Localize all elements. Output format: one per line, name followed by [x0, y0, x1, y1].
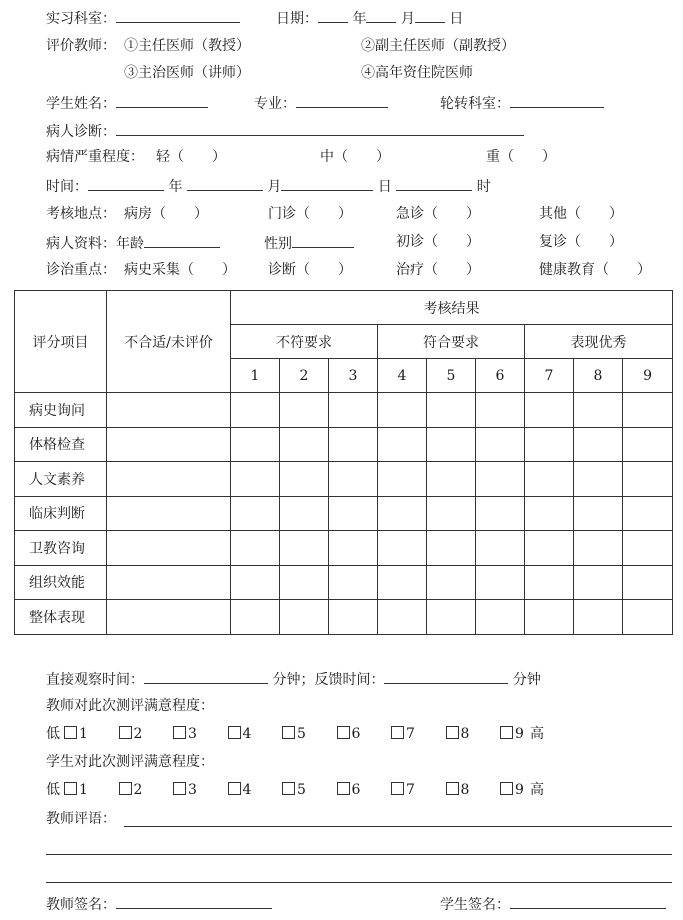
score-cell[interactable]	[525, 600, 574, 635]
time-year-field[interactable]	[88, 176, 164, 191]
score-cell[interactable]	[329, 462, 378, 497]
na-cell[interactable]	[107, 427, 231, 462]
year-label: 年	[352, 11, 367, 27]
dept-field[interactable]	[116, 8, 240, 23]
score-cell[interactable]	[525, 531, 574, 566]
table-row	[15, 496, 673, 531]
score-cell[interactable]	[427, 531, 476, 566]
teacher-satisfaction-option-label: 8	[460, 726, 470, 742]
student-sign-label: 学生签名：	[440, 897, 510, 913]
score-header: 3	[329, 359, 378, 393]
checkbox-icon[interactable]	[500, 782, 513, 795]
scoring-table	[14, 290, 673, 635]
score-cell[interactable]	[476, 565, 525, 600]
score-header: 5	[427, 359, 476, 393]
score-cell[interactable]	[378, 600, 427, 635]
rotation-label: 轮转科室：	[440, 96, 510, 112]
score-header: 9	[623, 359, 673, 393]
major-field[interactable]	[296, 93, 388, 108]
score-cell[interactable]	[427, 496, 476, 531]
score-cell[interactable]	[574, 427, 623, 462]
score-cell[interactable]	[280, 600, 329, 635]
dept-label: 实习科室：	[46, 11, 116, 27]
score-cell[interactable]	[623, 393, 673, 428]
student-name-field[interactable]	[116, 93, 208, 108]
group-excellent: 表现优秀	[525, 325, 673, 359]
student-satisfaction-option[interactable]	[119, 781, 174, 799]
score-header: 8	[574, 359, 623, 393]
location-ward[interactable]: 病房（ ）	[124, 206, 208, 222]
teacher-label: 评价教师：	[46, 38, 116, 54]
student-satisfaction-option-label: 5	[297, 782, 306, 798]
score-header: 1	[231, 359, 280, 393]
teacher-option-2[interactable]: ②副主任医师（副教授）	[361, 38, 515, 54]
severity-moderate[interactable]: 中（ ）	[320, 149, 390, 165]
score-header: 4	[378, 359, 427, 393]
teacher-option-3[interactable]: ③主治医师（讲师）	[124, 65, 250, 81]
date-row	[276, 8, 463, 28]
day-field[interactable]	[415, 8, 445, 23]
teacher-sign-row	[46, 894, 272, 914]
gender-row	[264, 233, 354, 253]
checkbox-icon[interactable]	[282, 782, 295, 795]
location-clinic[interactable]: 门诊（ ）	[268, 206, 352, 222]
na-cell[interactable]	[107, 462, 231, 497]
score-cell[interactable]	[623, 462, 673, 497]
score-cell[interactable]	[574, 393, 623, 428]
checkbox-icon[interactable]	[228, 782, 241, 795]
rotation-row	[440, 93, 604, 113]
teacher-satisfaction-option[interactable]	[446, 725, 501, 743]
focus-diagnosis[interactable]: 诊断（ ）	[268, 262, 352, 278]
student-satisfaction-scale	[46, 781, 566, 799]
checkbox-icon[interactable]	[391, 726, 404, 739]
score-cell[interactable]	[476, 427, 525, 462]
student-satisfaction-option[interactable]	[282, 781, 337, 799]
score-cell[interactable]	[574, 565, 623, 600]
score-cell[interactable]	[623, 600, 673, 635]
teacher-satisfaction-label: 教师对此次测评满意程度：	[46, 698, 214, 714]
score-cell[interactable]	[525, 462, 574, 497]
na-cell[interactable]	[107, 565, 231, 600]
teacher-option-1[interactable]: ①主任医师（教授）	[124, 38, 250, 54]
checkbox-icon[interactable]	[173, 782, 186, 795]
score-cell[interactable]	[574, 600, 623, 635]
score-cell[interactable]	[427, 600, 476, 635]
checkbox-icon[interactable]	[119, 726, 132, 739]
na-cell[interactable]	[107, 600, 231, 635]
row-label: 病史询问	[15, 393, 107, 428]
table-row	[15, 462, 673, 497]
score-cell[interactable]	[525, 565, 574, 600]
checkbox-icon[interactable]	[64, 782, 77, 795]
year-field[interactable]	[318, 8, 348, 23]
student-satisfaction-option-label: 1	[79, 782, 88, 798]
checkbox-icon[interactable]	[446, 782, 459, 795]
table-row	[15, 393, 673, 428]
row-label: 人文素养	[15, 462, 107, 497]
score-cell[interactable]	[280, 496, 329, 531]
row-label: 临床判断	[15, 496, 107, 531]
diagnosis-label: 病人诊断：	[46, 124, 116, 140]
row-label: 整体表现	[15, 600, 107, 635]
patient-first-visit[interactable]: 初诊（ ）	[396, 234, 480, 250]
student-satisfaction-option-label: 2	[133, 782, 143, 798]
observe-row	[46, 669, 541, 689]
checkbox-icon[interactable]	[500, 726, 513, 739]
gender-field[interactable]	[292, 233, 354, 248]
table-row	[15, 531, 673, 566]
score-cell[interactable]	[427, 393, 476, 428]
score-cell[interactable]	[378, 427, 427, 462]
severity-mild[interactable]: 轻（ ）	[156, 149, 226, 165]
score-cell[interactable]	[231, 393, 280, 428]
diagnosis-row	[46, 121, 524, 141]
time-hour-unit: 时	[476, 179, 491, 195]
comment-label: 教师评语：	[46, 811, 116, 827]
teacher-satisfaction-scale	[46, 725, 566, 743]
score-cell[interactable]	[623, 427, 673, 462]
patient-row	[46, 233, 220, 253]
score-cell[interactable]	[329, 565, 378, 600]
row-label: 卫教咨询	[15, 531, 107, 566]
score-cell[interactable]	[574, 462, 623, 497]
score-cell[interactable]	[623, 496, 673, 531]
focus-treatment[interactable]: 治疗（ ）	[396, 262, 480, 278]
time-month-unit: 月	[267, 179, 282, 195]
score-cell[interactable]	[623, 531, 673, 566]
student-satisfaction-low-label: 低	[46, 782, 60, 798]
score-cell[interactable]	[231, 600, 280, 635]
teacher-satisfaction-option[interactable]	[337, 725, 392, 743]
checkbox-icon[interactable]	[228, 726, 241, 739]
score-cell[interactable]	[280, 462, 329, 497]
comment-line-1[interactable]	[124, 826, 672, 827]
checkbox-icon[interactable]	[337, 782, 350, 795]
table-row	[15, 427, 673, 462]
time-month-field[interactable]	[187, 176, 263, 191]
student-satisfaction-option-label: 8	[460, 782, 470, 798]
student-satisfaction-option-label: 4	[242, 782, 252, 798]
col-header-item: 评分项目	[15, 291, 107, 393]
patient-label: 病人资料：	[46, 236, 116, 252]
score-cell[interactable]	[476, 393, 525, 428]
comment-line-2[interactable]	[46, 854, 672, 855]
teacher-satisfaction-option-label: 7	[406, 726, 415, 742]
score-cell[interactable]	[476, 531, 525, 566]
score-cell[interactable]	[231, 496, 280, 531]
time-hour-field[interactable]	[396, 176, 472, 191]
student-satisfaction-option[interactable]	[64, 781, 119, 799]
student-name-row	[46, 93, 208, 113]
score-cell[interactable]	[525, 427, 574, 462]
score-cell[interactable]	[280, 531, 329, 566]
severity-label: 病情严重程度：	[46, 149, 144, 165]
student-satisfaction-option[interactable]	[391, 781, 446, 799]
comment-line-3[interactable]	[46, 882, 672, 883]
row-label: 组织效能	[15, 565, 107, 600]
row-label: 体格检查	[15, 427, 107, 462]
severity-severe[interactable]: 重（ ）	[486, 149, 556, 165]
checkbox-icon[interactable]	[119, 782, 132, 795]
time-label: 时间：	[46, 179, 88, 195]
score-cell[interactable]	[378, 462, 427, 497]
student-satisfaction-high-label: 高	[530, 782, 544, 798]
teacher-satisfaction-option-label: 1	[79, 726, 88, 742]
group-below-standard: 不符要求	[231, 325, 378, 359]
teacher-satisfaction-option-label: 9	[515, 726, 524, 742]
score-cell[interactable]	[476, 496, 525, 531]
score-cell[interactable]	[378, 565, 427, 600]
observe-time-field[interactable]	[144, 669, 268, 684]
location-other[interactable]: 其他（ ）	[539, 206, 623, 222]
na-cell[interactable]	[107, 496, 231, 531]
score-cell[interactable]	[623, 565, 673, 600]
student-sign-row	[440, 894, 666, 914]
col-header-na: 不合适/未评价	[107, 291, 231, 393]
location-label: 考核地点：	[46, 206, 116, 222]
observe-label: 直接观察时间：	[46, 672, 144, 688]
score-cell[interactable]	[280, 393, 329, 428]
checkbox-icon[interactable]	[391, 782, 404, 795]
na-cell[interactable]	[107, 531, 231, 566]
student-satisfaction-option[interactable]	[500, 781, 530, 799]
student-sign-field[interactable]	[510, 894, 666, 909]
checkbox-icon[interactable]	[173, 726, 186, 739]
time-row	[46, 176, 491, 196]
score-cell[interactable]	[231, 565, 280, 600]
teacher-satisfaction-option[interactable]	[228, 725, 283, 743]
col-header-result: 考核结果	[231, 291, 673, 325]
teacher-sign-field[interactable]	[116, 894, 272, 909]
score-cell[interactable]	[378, 393, 427, 428]
student-satisfaction-option-label: 7	[406, 782, 415, 798]
teacher-satisfaction-option[interactable]	[500, 725, 530, 743]
na-cell[interactable]	[107, 393, 231, 428]
student-satisfaction-option[interactable]	[228, 781, 283, 799]
checkbox-icon[interactable]	[337, 726, 350, 739]
teacher-option-4[interactable]: ④高年资住院医师	[361, 65, 473, 81]
teacher-satisfaction-option[interactable]	[282, 725, 337, 743]
teacher-satisfaction-option-label: 2	[133, 726, 143, 742]
student-satisfaction-option-label: 9	[515, 782, 524, 798]
student-satisfaction-label: 学生对此次测评满意程度：	[46, 754, 214, 770]
major-label: 专业：	[254, 96, 296, 112]
focus-label: 诊治重点：	[46, 262, 116, 278]
score-cell[interactable]	[427, 427, 476, 462]
gender-label: 性别	[264, 236, 292, 252]
student-satisfaction-option[interactable]	[173, 781, 228, 799]
score-cell[interactable]	[525, 393, 574, 428]
score-cell[interactable]	[427, 565, 476, 600]
teacher-satisfaction-low-label: 低	[46, 726, 60, 742]
score-cell[interactable]	[231, 531, 280, 566]
time-day-field[interactable]	[281, 176, 373, 191]
time-year-unit: 年	[168, 179, 183, 195]
score-cell[interactable]	[329, 427, 378, 462]
student-name-label: 学生姓名：	[46, 96, 116, 112]
checkbox-icon[interactable]	[64, 726, 77, 739]
teacher-satisfaction-option[interactable]	[173, 725, 228, 743]
checkbox-icon[interactable]	[446, 726, 459, 739]
score-cell[interactable]	[476, 462, 525, 497]
teacher-satisfaction-option-label: 3	[188, 726, 197, 742]
teacher-satisfaction-option-label: 5	[297, 726, 306, 742]
month-label: 月	[400, 11, 415, 27]
table-row	[15, 600, 673, 635]
patient-return-visit[interactable]: 复诊（ ）	[539, 234, 623, 250]
score-cell[interactable]	[378, 496, 427, 531]
student-satisfaction-option[interactable]	[446, 781, 501, 799]
teacher-satisfaction-option[interactable]	[391, 725, 446, 743]
focus-history[interactable]: 病史采集（ ）	[124, 262, 236, 278]
score-header: 7	[525, 359, 574, 393]
teacher-sign-label: 教师签名：	[46, 897, 116, 913]
dept-row	[46, 8, 240, 28]
table-row	[15, 565, 673, 600]
score-cell[interactable]	[476, 600, 525, 635]
student-satisfaction-option[interactable]	[337, 781, 392, 799]
teacher-satisfaction-high-label: 高	[530, 726, 544, 742]
student-satisfaction-option-label: 6	[351, 782, 361, 798]
teacher-satisfaction-option[interactable]	[64, 725, 119, 743]
score-cell[interactable]	[231, 427, 280, 462]
time-day-unit: 日	[377, 179, 392, 195]
age-label: 年龄	[116, 236, 144, 252]
feedback-time-field[interactable]	[384, 669, 508, 684]
score-cell[interactable]	[525, 496, 574, 531]
score-cell[interactable]	[378, 531, 427, 566]
teacher-satisfaction-option-label: 6	[351, 726, 361, 742]
score-cell[interactable]	[280, 427, 329, 462]
feedback-label: 分钟；反馈时间：	[272, 672, 385, 688]
major-row	[254, 93, 388, 113]
score-cell[interactable]	[574, 531, 623, 566]
focus-health-education[interactable]: 健康教育（ ）	[539, 262, 651, 278]
teacher-satisfaction-option-label: 4	[242, 726, 252, 742]
location-emergency[interactable]: 急诊（ ）	[396, 206, 480, 222]
day-label: 日	[449, 11, 464, 27]
teacher-satisfaction-option[interactable]	[119, 725, 174, 743]
month-field[interactable]	[366, 8, 396, 23]
score-cell[interactable]	[231, 462, 280, 497]
date-label: 日期：	[276, 11, 318, 27]
score-cell[interactable]	[329, 496, 378, 531]
score-cell[interactable]	[329, 531, 378, 566]
score-cell[interactable]	[329, 600, 378, 635]
diagnosis-field[interactable]	[116, 121, 524, 136]
score-header: 2	[280, 359, 329, 393]
score-cell[interactable]	[329, 393, 378, 428]
minutes-label: 分钟	[512, 672, 541, 688]
score-cell[interactable]	[574, 496, 623, 531]
student-satisfaction-option-label: 3	[188, 782, 197, 798]
age-field[interactable]	[144, 233, 220, 248]
checkbox-icon[interactable]	[282, 726, 295, 739]
score-cell[interactable]	[280, 565, 329, 600]
group-meets-standard: 符合要求	[378, 325, 525, 359]
rotation-field[interactable]	[510, 93, 604, 108]
score-cell[interactable]	[427, 462, 476, 497]
score-header: 6	[476, 359, 525, 393]
